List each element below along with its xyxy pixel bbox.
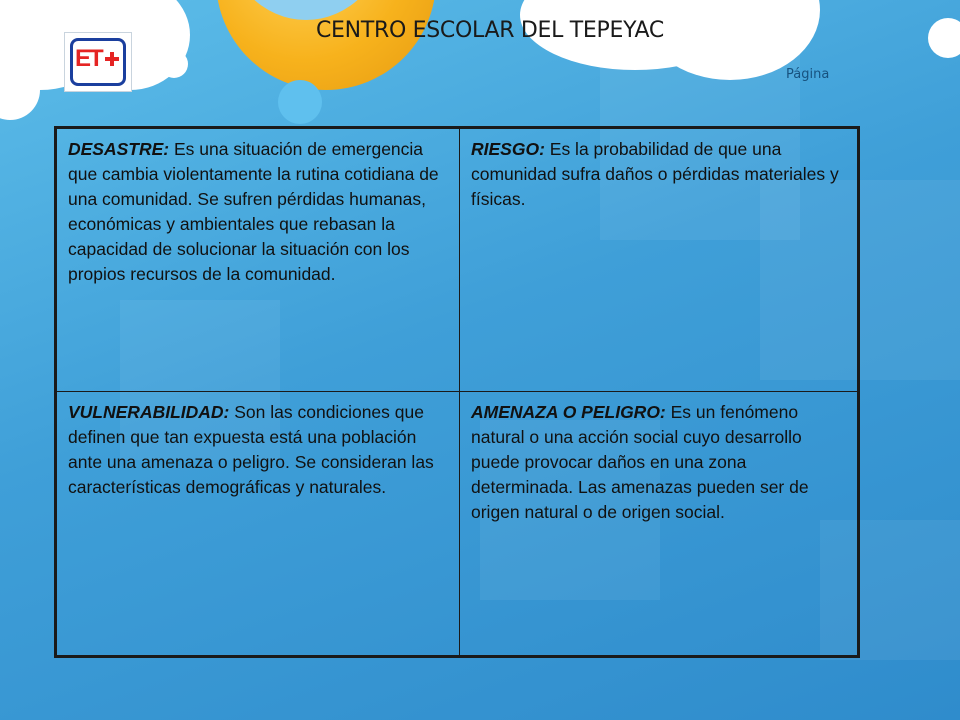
definition-text: Es un fenómeno natural o una acción social cuyo desarrollo puede provocar daños en una zona determinada. Las amenazas pueden ser de origen natural o de origen social. [471, 402, 809, 522]
definition-term: DESASTRE: [68, 139, 170, 159]
cloud-decoration [160, 50, 188, 78]
cloud-decoration [278, 80, 322, 124]
definitions-table [54, 126, 860, 658]
definition-text: Es una situación de emergencia que cambia violentamente la rutina cotidiana de una comunidad. Se sufren pérdidas humanas, económicas y ambientales que rebasan la capacidad de solucionar la situación con los propios recursos de la comunidad. [68, 139, 439, 284]
page-label: Página [786, 67, 830, 82]
definition-text: Es la probabilidad de que una comunidad sufra daños o pérdidas materiales y físicas. [471, 139, 839, 209]
definition-desastre [57, 129, 460, 392]
red-cross-icon [105, 52, 119, 66]
definition-vulnerabilidad [57, 392, 460, 655]
definition-text: Son las condiciones que definen que tan expuesta está una población ante una amenaza o peligro. Se consideran las características demográficas y naturales. [68, 402, 434, 497]
cloud-decoration [928, 18, 960, 58]
definition-term: RIESGO: [471, 139, 545, 159]
logo-letters: ET [75, 45, 102, 72]
definition-term: VULNERABILIDAD: [68, 402, 230, 422]
school-title: CENTRO ESCOLAR DEL TEPEYAC [316, 18, 664, 43]
school-logo [64, 32, 132, 92]
definition-term: AMENAZA O PELIGRO: [471, 402, 666, 422]
definition-riesgo [460, 129, 857, 392]
definition-amenaza [460, 392, 857, 655]
